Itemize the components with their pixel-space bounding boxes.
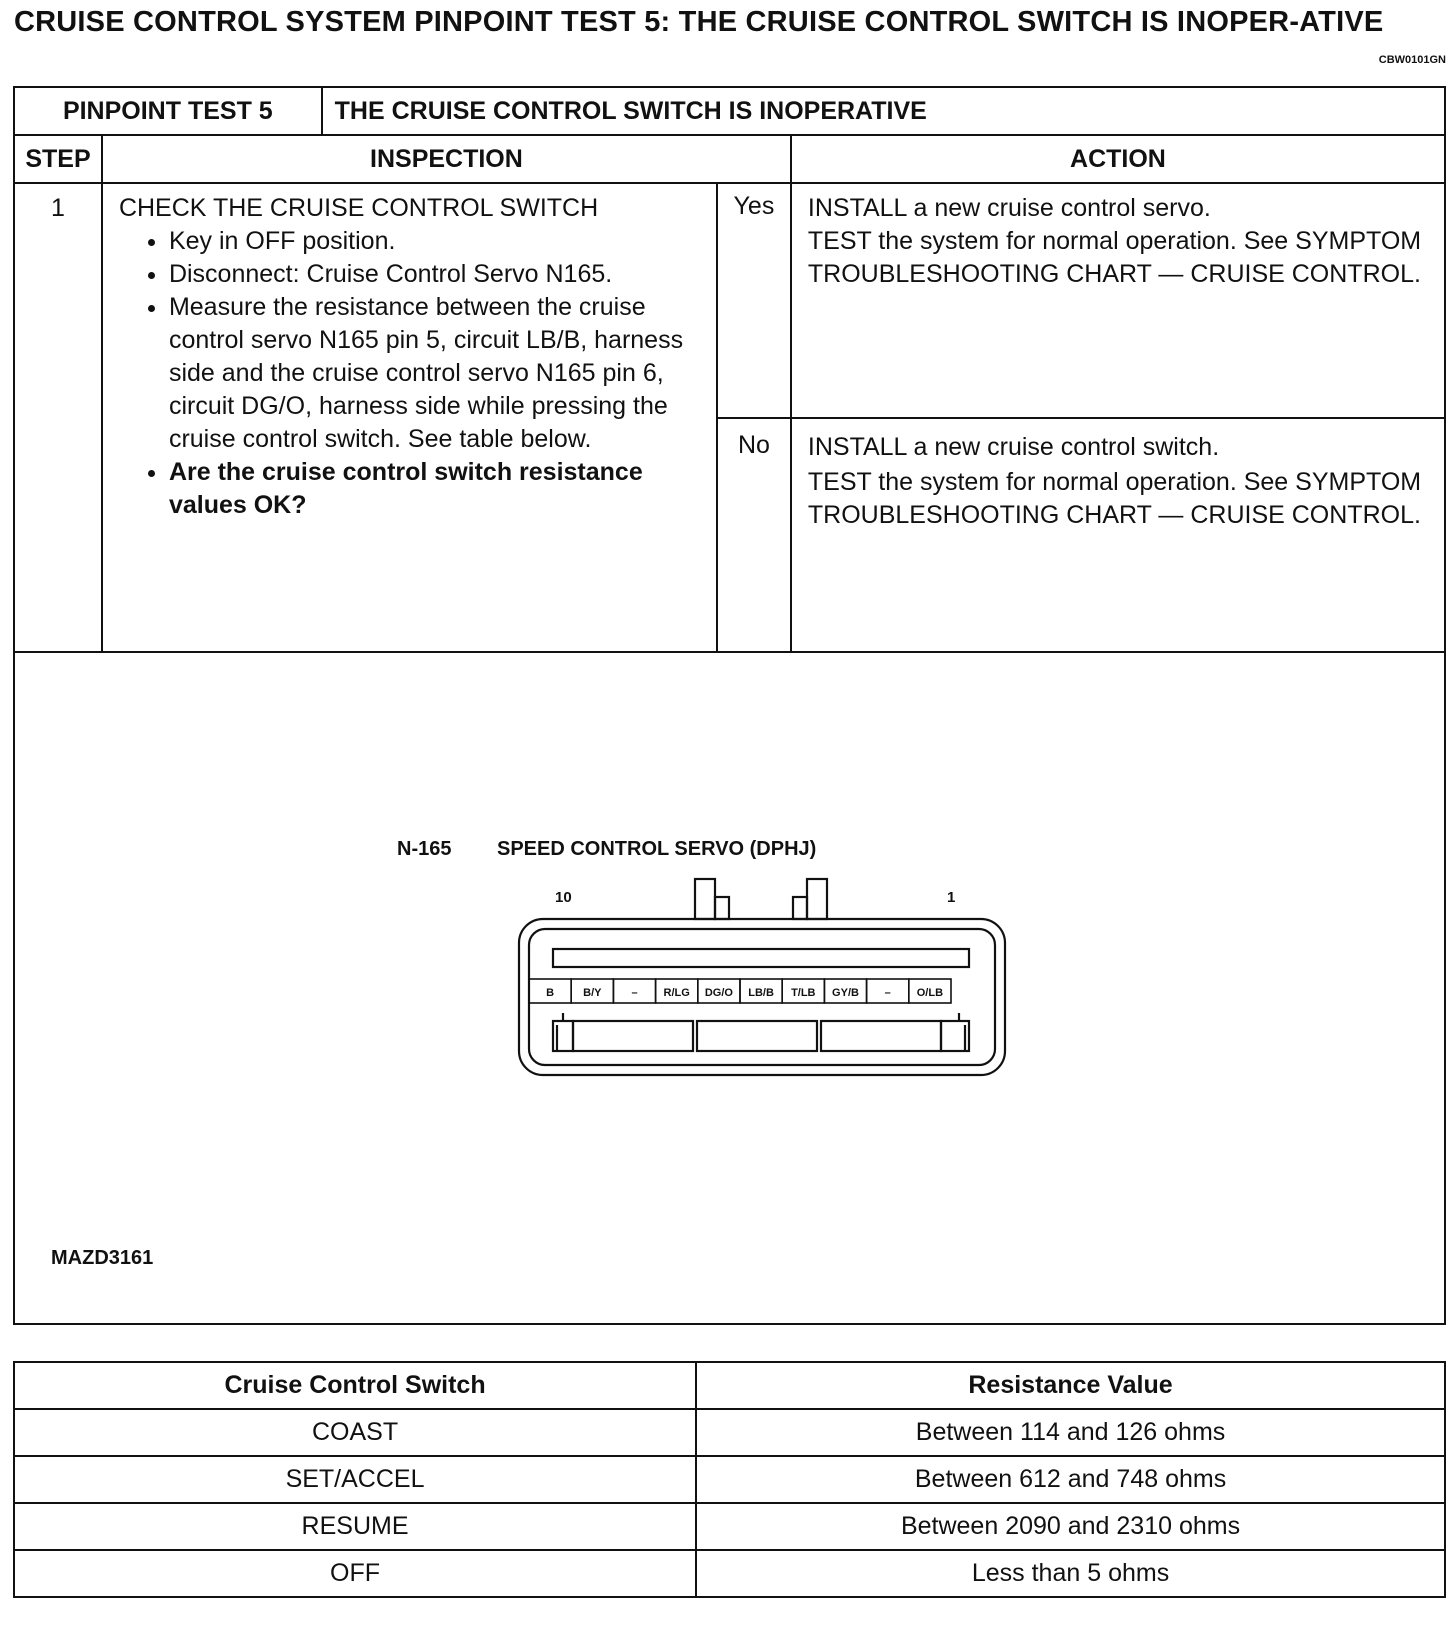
action-no-test: TEST the system for normal operation. See SYMPTOM TROUBLESHOOTING CHART — CRUISE CONTROL.: [807, 468, 1422, 529]
page-title: CRUISE CONTROL SYSTEM PINPOINT TEST 5: THE CRUISE CONTROL SWITCH IS INOPER-ATIVE: [14, 6, 1384, 38]
pinpoint-test-description: THE CRUISE CONTROL SWITCH IS INOPERATIVE: [322, 87, 1445, 135]
socket-2: [697, 1021, 817, 1051]
pin-label: T/LB: [791, 987, 816, 999]
pin-label: –: [884, 987, 891, 999]
latch-left: [695, 879, 715, 919]
resistance-value: Between 2090 and 2310 ohms: [696, 1503, 1445, 1550]
column-header-step: STEP: [14, 135, 102, 183]
pin-label: R/LG: [663, 987, 690, 999]
inspection-steps: [119, 225, 704, 522]
switch-position: RESUME: [14, 1503, 696, 1550]
connector-diagram-panel: [14, 652, 1445, 1324]
table-row: [14, 1503, 1445, 1550]
switch-position: OFF: [14, 1550, 696, 1597]
pinpoint-test-table: [13, 86, 1446, 1325]
action-yes-test: TEST the system for normal operation. See SYMPTOM TROUBLESHOOTING CHART — CRUISE CONTROL.: [807, 227, 1422, 288]
pin-label: GY/B: [832, 987, 859, 999]
pin-row: [529, 979, 951, 1003]
socket-1: [573, 1021, 693, 1051]
inspection-question: • Are the cruise control switch resistance values OK?: [169, 456, 704, 522]
pin-label: O/LB: [916, 987, 944, 999]
action-yes: [791, 183, 1445, 418]
pin-label: B: [546, 987, 555, 999]
resistance-value: Between 114 and 126 ohms: [696, 1409, 1445, 1456]
resistance-value: Between 612 and 748 ohms: [696, 1456, 1445, 1503]
connector-rail: [553, 949, 969, 967]
inspection-step-1: • Key in OFF position.: [169, 225, 704, 258]
latch-left-tab: [715, 897, 729, 919]
resistance-value: Less than 5 ohms: [696, 1550, 1445, 1597]
pin-label: B/Y: [583, 987, 602, 999]
pin-label: DG/O: [704, 987, 733, 999]
switch-position: SET/ACCEL: [14, 1456, 696, 1503]
column-header-action: ACTION: [791, 135, 1445, 183]
latch-right: [807, 879, 827, 919]
step-number: 1: [14, 183, 102, 652]
column-header-switch: Cruise Control Switch: [14, 1362, 696, 1409]
document-code: CBW0101GN: [1378, 54, 1446, 66]
table-row: [14, 1409, 1445, 1456]
inspection-step-2: • Disconnect: Cruise Control Servo N165.: [169, 258, 704, 291]
table-row: [14, 1550, 1445, 1597]
latch-right-tab: [793, 897, 807, 919]
connector-name: SPEED CONTROL SERVO (DPHJ): [497, 838, 817, 860]
inspection-step-3: • Measure the resistance between the cruise control servo N165 pin 5, circuit LB/B, harness side and the cruise control servo N165 pin 6, circuit DG/O, harness side while pressing the cruise control switch. See table below.: [169, 291, 704, 456]
inspection-heading: CHECK THE CRUISE CONTROL SWITCH: [118, 194, 599, 222]
connector-id: N-165: [397, 838, 452, 860]
resistance-table: [13, 1361, 1446, 1598]
pin-label: LB/B: [748, 987, 774, 999]
inspection-cell: [102, 183, 717, 652]
column-header-inspection: INSPECTION: [102, 135, 791, 183]
result-no-label: No: [717, 418, 791, 652]
connector-drawing: [485, 863, 1045, 1093]
pin-label: –: [631, 987, 638, 999]
column-header-resistance: Resistance Value: [696, 1362, 1445, 1409]
switch-position: COAST: [14, 1409, 696, 1456]
table-row: [14, 1456, 1445, 1503]
action-no-install: INSTALL a new cruise control switch.: [807, 433, 1220, 461]
action-yes-install: INSTALL a new cruise control servo.: [807, 194, 1211, 222]
action-no: [791, 418, 1445, 652]
connector-pin-1-label: 1: [947, 889, 956, 906]
result-yes-label: Yes: [717, 183, 791, 418]
figure-code: MAZD3161: [51, 1247, 154, 1269]
connector-pin-10-label: 10: [555, 889, 572, 906]
pinpoint-test-label: PINPOINT TEST 5: [14, 87, 322, 135]
socket-3: [821, 1021, 941, 1051]
